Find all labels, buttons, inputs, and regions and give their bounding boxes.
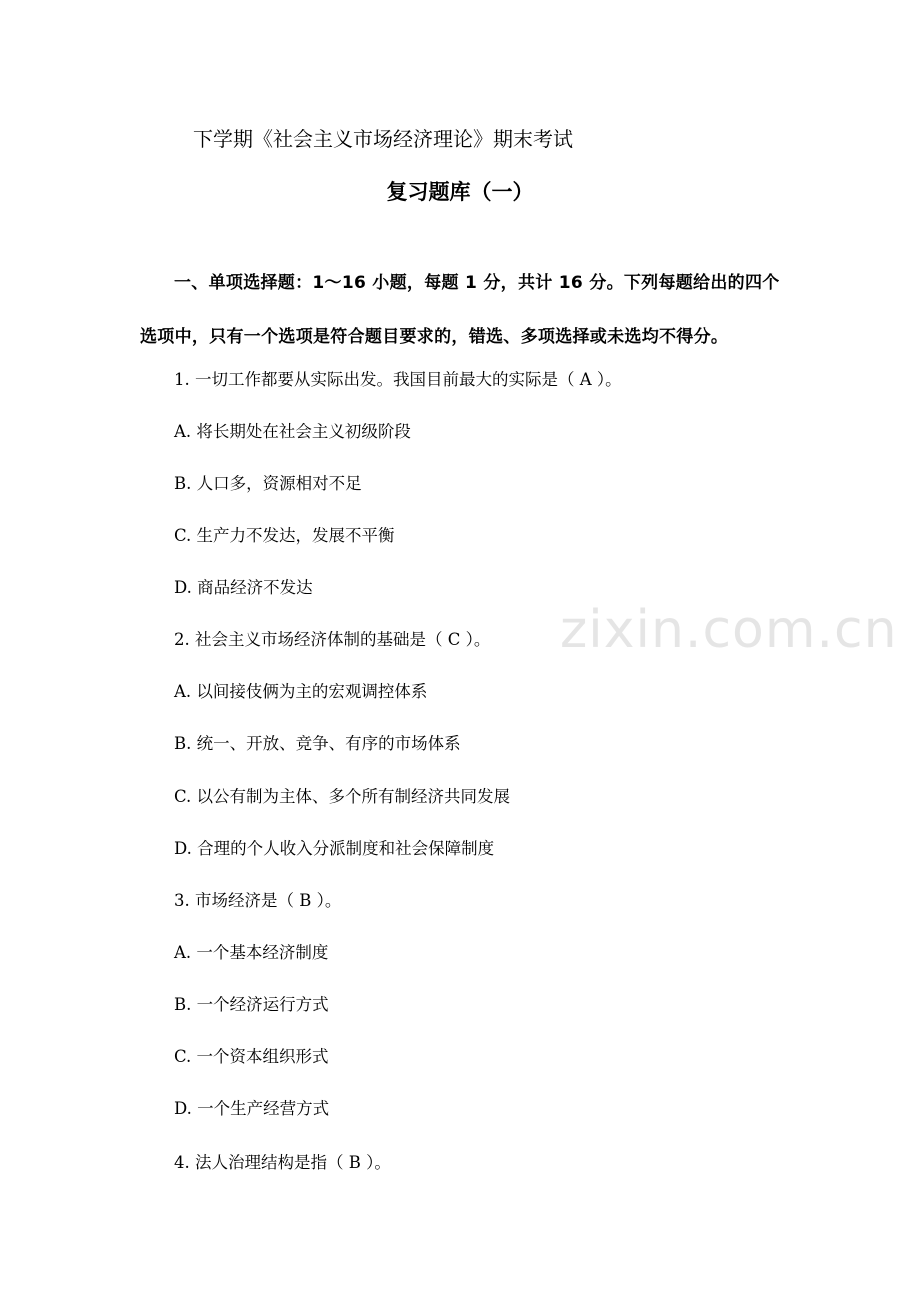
question-2: 2. 社会主义市场经济体制的基础是（ C ）。 [174, 630, 491, 649]
section-heading: 一、单项选择题：1～16 小题，每题 1 分，共计 16 分。下列每题给出的四个选项中，只有一个选项是符合题目要求的，错选、多项选择或未选均不得分。 [140, 273, 780, 347]
document-title: 下学期《社会主义市场经济理论》期末考试 [193, 127, 573, 151]
option-3d: D. 一个生产经营方式 [174, 1099, 330, 1118]
document-subtitle: 复习题库（一） [386, 180, 534, 204]
option-2d: D. 合理的个人收入分派制度和社会保障制度 [174, 839, 495, 858]
option-1c: C. 生产力不发达，发展不平衡 [174, 526, 395, 545]
option-1d: D. 商品经济不发达 [174, 578, 313, 597]
option-3b: B. 一个经济运行方式 [174, 995, 329, 1014]
question-4: 4. 法人治理结构是指（ B ）。 [174, 1153, 391, 1172]
option-2c: C. 以公有制为主体、多个所有制经济共同发展 [174, 787, 511, 806]
option-3a: A. 一个基本经济制度 [174, 943, 329, 962]
question-1: 1. 一切工作都要从实际出发。我国目前最大的实际是（ A ）。 [174, 370, 622, 389]
option-2a: A. 以间接伎俩为主的宏观调控体系 [174, 682, 428, 701]
option-2b: B. 统一、开放、竞争、有序的市场体系 [174, 734, 461, 753]
option-1b: B. 人口多，资源相对不足 [174, 474, 362, 493]
option-1a: A. 将长期处在社会主义初级阶段 [174, 422, 411, 441]
option-3c: C. 一个资本组织形式 [174, 1047, 329, 1066]
watermark: zixin.com.cn [560, 600, 898, 660]
question-3: 3. 市场经济是（ B ）。 [174, 891, 342, 910]
